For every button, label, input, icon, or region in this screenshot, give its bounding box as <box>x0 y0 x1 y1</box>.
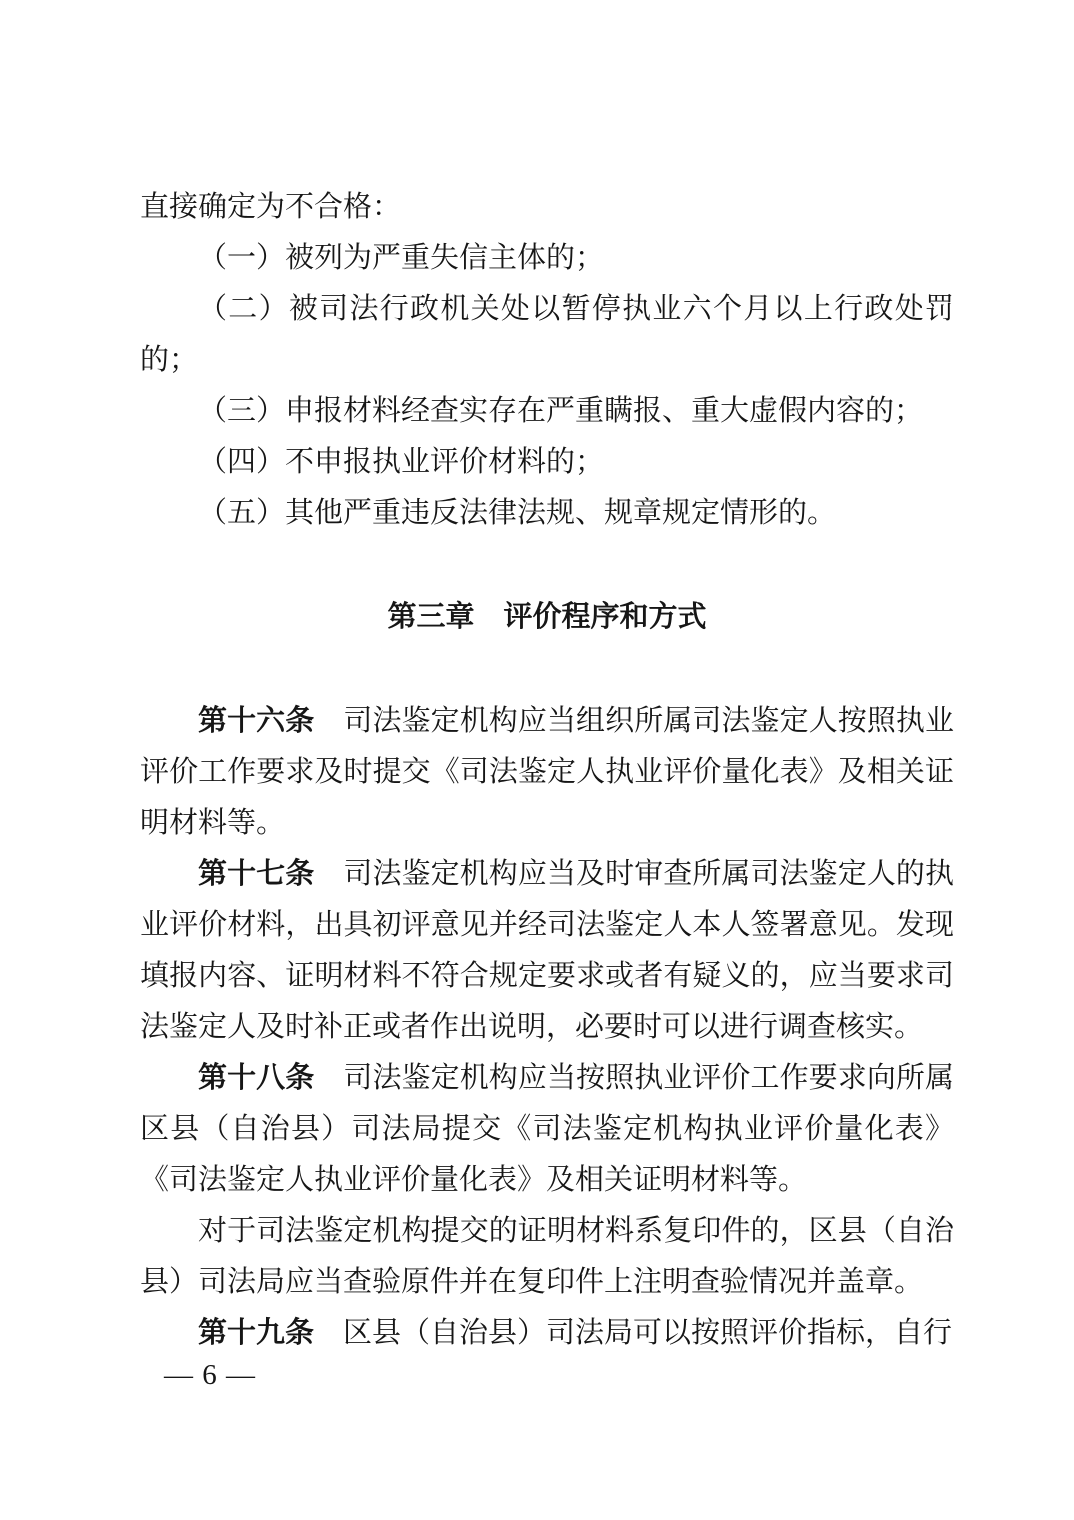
list-item-2: （二）被司法行政机关处以暂停执业六个月以上行政处罚的； <box>140 293 954 376</box>
list-item-5: （五）其他严重违反法律法规、规章规定情形的。 <box>198 497 837 529</box>
article-17-number: 第十七条 <box>198 858 315 890</box>
page-number: — 6 — <box>164 1359 256 1391</box>
list-item-1: （一）被列为严重失信主体的； <box>198 242 605 274</box>
paragraph-text: 对于司法鉴定机构提交的证明材料系复印件的，区县（自治县）司法局应当查验原件并在复印件上注明查验情况并盖章。 <box>140 1215 954 1298</box>
article-19-paragraph <box>140 1308 954 1359</box>
article-16-paragraph <box>140 696 954 849</box>
list-item-3: （三）申报材料经查实存在严重瞒报、重大虚假内容的； <box>198 395 924 427</box>
article-16-number: 第十六条 <box>198 705 315 737</box>
article-18-number: 第十八条 <box>198 1062 315 1094</box>
article-19-text: 区县（自治县）司法局可以按照评价指标，自行 <box>314 1317 953 1349</box>
article-18-paragraph <box>140 1053 954 1206</box>
article-18-text: 司法鉴定机构应当按照执业评价工作要求向所属区县（自治县）司法局提交《司法鉴定机构执业评价量化表》《司法鉴定人执业评价量化表》及相关证明材料等。 <box>140 1062 954 1196</box>
text-block <box>140 182 954 1359</box>
article-19-number: 第十九条 <box>198 1317 315 1349</box>
paragraph-intro: 直接确定为不合格： <box>140 191 402 223</box>
list-item-4: （四）不申报执业评价材料的； <box>198 446 605 478</box>
article-16-text: 司法鉴定机构应当组织所属司法鉴定人按照执业评价工作要求及时提交《司法鉴定人执业评价量化表》及相关证明材料等。 <box>140 705 954 839</box>
chapter-heading: 第三章 评价程序和方式 <box>387 601 707 633</box>
article-17-paragraph <box>140 849 954 1053</box>
article-17-text: 司法鉴定机构应当及时审查所属司法鉴定人的执业评价材料，出具初评意见并经司法鉴定人本人签署意见。发现填报内容、证明材料不符合规定要求或者有疑义的，应当要求司法鉴定人及时补正或者作出说明，必要时可以进行调查核实。 <box>140 858 954 1043</box>
article-18-copy-verification-paragraph <box>140 1206 954 1308</box>
